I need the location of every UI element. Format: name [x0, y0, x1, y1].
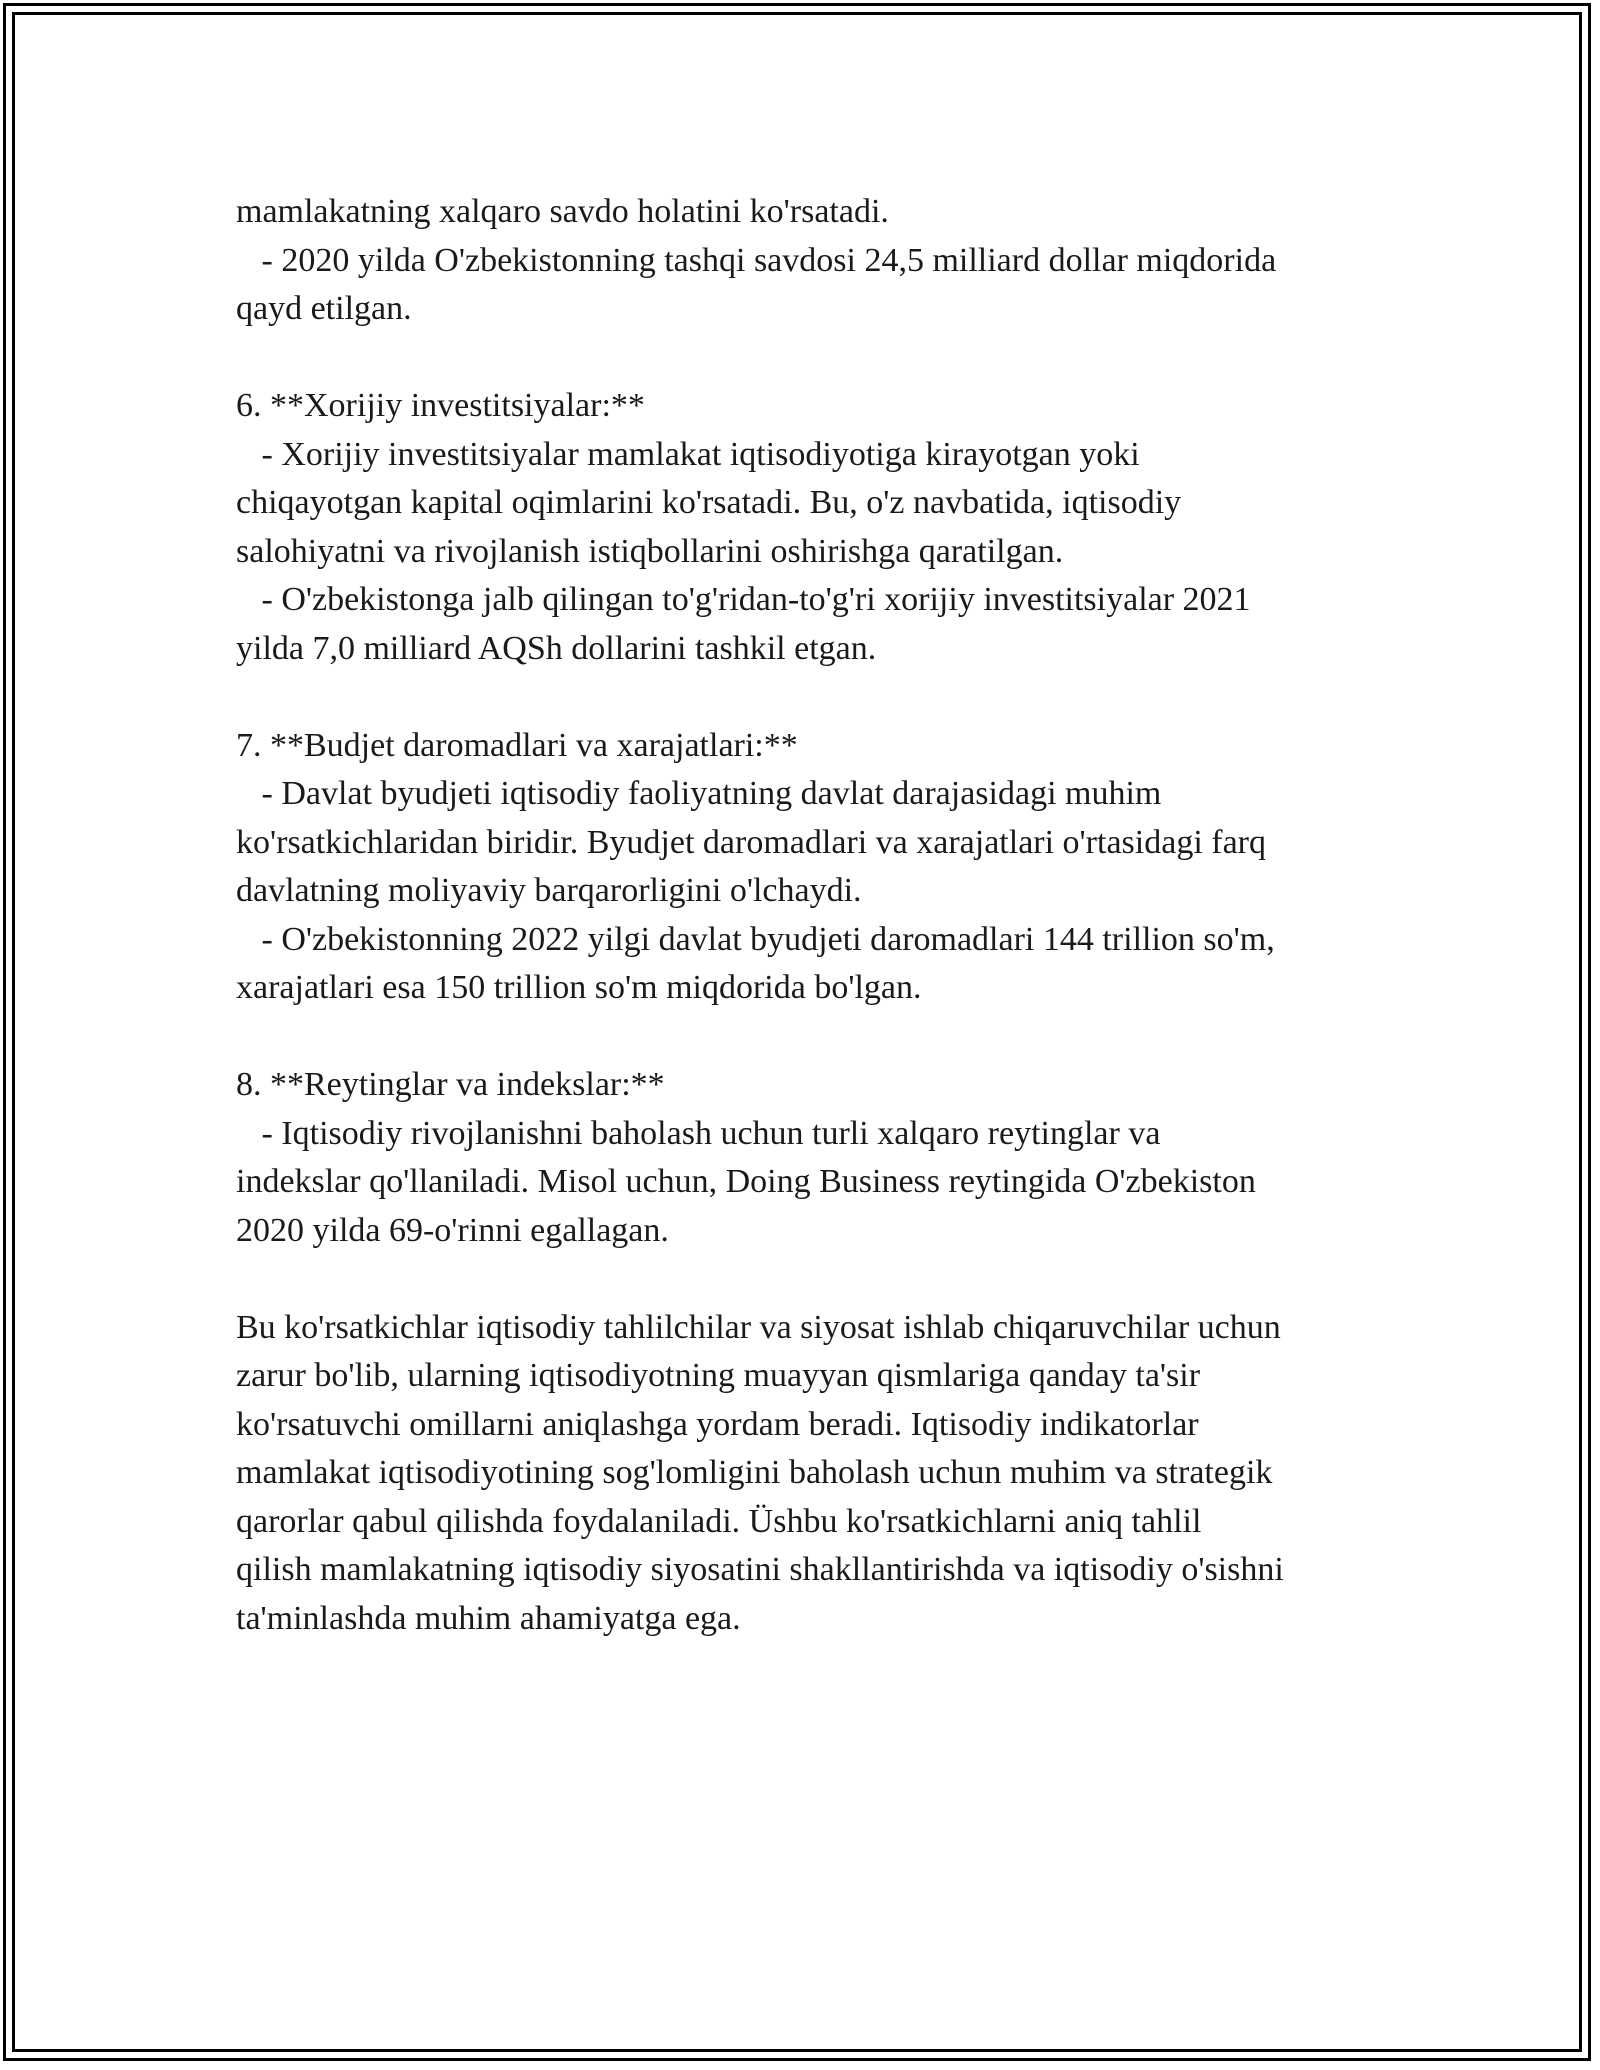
blank-line	[236, 1255, 1386, 1304]
text-line: qilish mamlakatning iqtisodiy siyosatini shakllantirishda va iqtisodiy o'sishni	[236, 1551, 1284, 1588]
text-line: - O'zbekistonga jalb qilingan to'g'ridan-to'g'ri xorijiy investitsiyalar 2021	[236, 581, 1251, 618]
blank-line	[236, 673, 1386, 722]
text-line: xarajatlari esa 150 trillion so'm miqdorida bo'lgan.	[236, 969, 922, 1006]
blank-line	[236, 334, 1386, 383]
text-line: ko'rsatkichlaridan biridir. Byudjet daromadlari va xarajatlari o'rtasidagi farq	[236, 823, 1266, 861]
text-line: zarur bo'lib, ularning iqtisodiyotning muayyan qismlariga qanday ta'sir	[236, 1357, 1201, 1394]
text-line: - Davlat byudjeti iqtisodiy faoliyatning davlat darajasidagi muhim	[236, 775, 1162, 812]
text-line: - Xorijiy investitsiyalar mamlakat iqtisodiyotiga kirayotgan yoki	[236, 435, 1140, 473]
text-line: chiqayotgan kapital oqimlarini ko'rsatadi. Bu, o'z navbatida, iqtisodiy	[236, 484, 1182, 521]
text-line: mamlakatning xalqaro savdo holatini ko'rsatadi.	[236, 193, 889, 230]
text-line: - 2020 yilda O'zbekistonning tashqi savdosi 24,5 milliard dollar miqdorida	[236, 241, 1277, 279]
text-line: mamlakat iqtisodiyotining sog'lomligini baholash uchun muhim va strategik	[236, 1454, 1273, 1491]
text-line: - Iqtisodiy rivojlanishni baholash uchun turli xalqaro reytinglar va	[236, 1114, 1161, 1152]
section-heading: 6. **Xorijiy investitsiyalar:**	[236, 387, 645, 424]
text-line: indekslar qo'llaniladi. Misol uchun, Doing Business reytingida O'zbekiston	[236, 1163, 1256, 1200]
text-line: yilda 7,0 milliard AQSh dollarini tashkil etgan.	[236, 629, 877, 667]
section-heading: 7. **Budjet daromadlari va xarajatlari:**	[236, 726, 798, 764]
text-line: 2020 yilda 69-o'rinni egallagan.	[236, 1211, 669, 1249]
text-line: ta'minlashda muhim ahamiyatga ega.	[236, 1599, 741, 1637]
text-line: qarorlar qabul qilishda foydalaniladi. Üshbu ko'rsatkichlarni aniq tahlil	[236, 1502, 1202, 1540]
blank-line	[236, 1013, 1386, 1062]
text-line: salohiyatni va rivojlanish istiqbollarini oshirishga qaratilgan.	[236, 532, 1064, 570]
text-line: - O'zbekistonning 2022 yilgi davlat byudjeti daromadlari 144 trillion so'm,	[236, 920, 1275, 958]
text-line: davlatning moliyaviy barqarorligini o'lchaydi.	[236, 872, 862, 909]
section-heading: 8. **Reytinglar va indekslar:**	[236, 1066, 665, 1103]
text-line: qayd etilgan.	[236, 290, 412, 327]
document-body	[236, 188, 1386, 1643]
text-line: ko'rsatuvchi omillarni aniqlashga yordam beradi. Iqtisodiy indikatorlar	[236, 1405, 1199, 1443]
text-line: Bu ko'rsatkichlar iqtisodiy tahlilchilar va siyosat ishlab chiqaruvchilar uchun	[236, 1308, 1281, 1346]
